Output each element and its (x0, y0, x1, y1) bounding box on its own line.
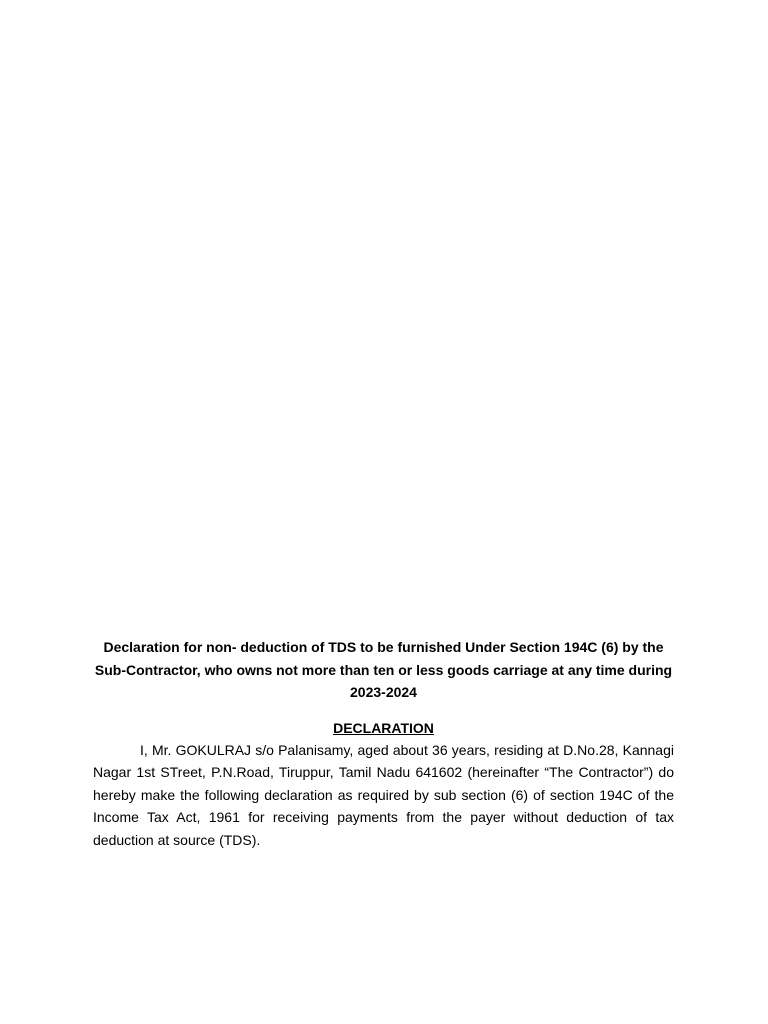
document-heading: Declaration for non- deduction of TDS to be furnished Under Section 194C (6) by the Sub-Contractor, who owns not more than ten or less goods carriage at any time during 2023-2024 (94, 639, 673, 700)
document-content (93, 636, 674, 851)
declaration-body: I, Mr. GOKULRAJ s/o Palanisamy, aged about 36 years, residing at D.No.28, Kannagi Nagar 1st STreet, P.N.Road, Tiruppur, Tamil Nadu 641602 (hereinafter “The Contractor”) do hereby make the following declaration as required by sub section (6) of section 194C of the Income Tax Act, 1961 for receiving payments from the payer without deduction of tax deduction at source (TDS). (93, 741, 674, 848)
declaration-title: DECLARATION (333, 719, 434, 736)
